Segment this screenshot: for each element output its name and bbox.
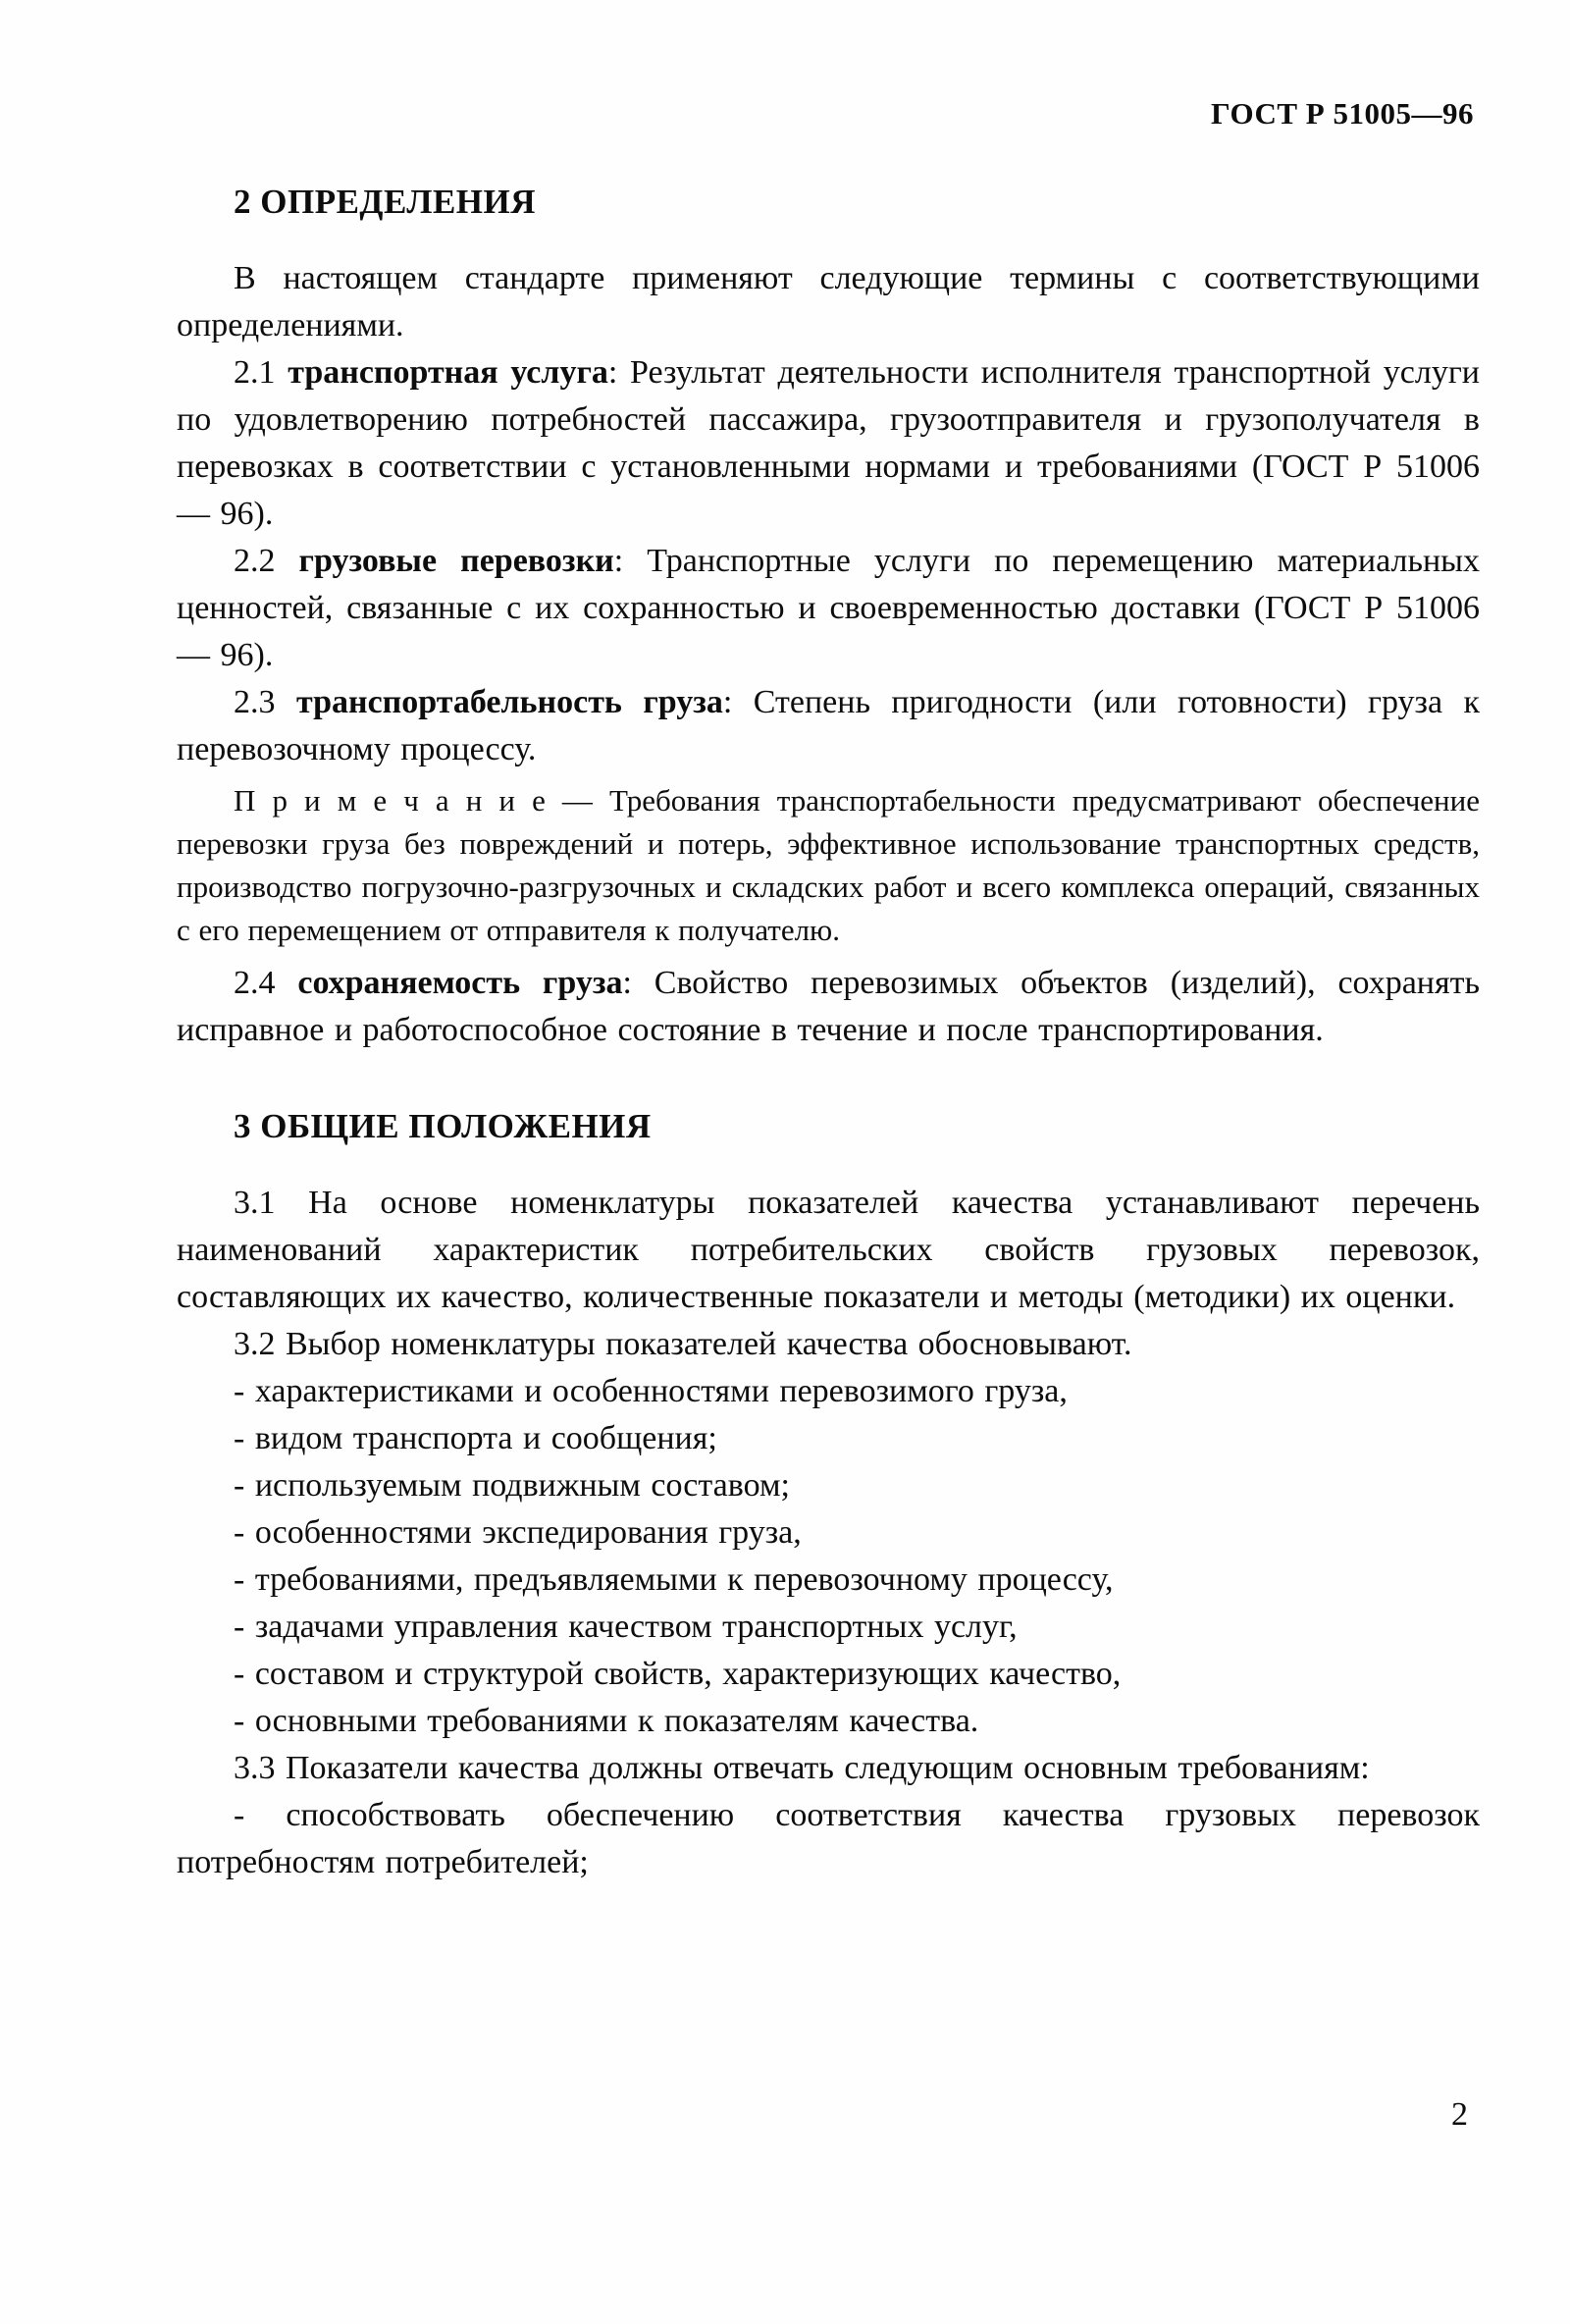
section-2-intro: В настоящем стандарте применяют следующие термины с соответствующими определениями.	[177, 260, 1480, 343]
term-name: транспортная услуга	[288, 354, 608, 391]
note-text: — Требования транспортабельности предусматривают обеспечение перевозки груза без повреждений и потерь, эффективное использование транспортных средств, производство погрузочно-разгрузочных и складских работ и всего комплекса операций, связанных с его перемещением от отправителя к получателю.	[177, 783, 1480, 947]
list-item: - используемым подвижным составом;	[234, 1467, 790, 1504]
section-3-title: 3 ОБЩИЕ ПОЛОЖЕНИЯ	[234, 1107, 652, 1145]
term-definition: : Транспортные услуги по перемещению материальных ценностей, связанные с их сохранностью и своевременностью доставки (ГОСТ Р 51006 — 96).	[177, 543, 1481, 673]
term-paragraph-2-4	[177, 960, 1480, 1054]
page-number: 2	[1451, 2096, 1468, 2133]
section-2-title: 2 ОПРЕДЕЛЕНИЯ	[234, 183, 537, 221]
term-definition: : Степень пригодности (или готовности) груза к перевозочному процессу.	[177, 684, 1481, 767]
list-item: - составом и структурой свойств, характеризующих качество,	[234, 1656, 1122, 1692]
term-paragraph-2-1	[177, 349, 1480, 538]
paragraph-3-3: 3.3 Показатели качества должны отвечать следующим основным требованиям:	[234, 1750, 1370, 1786]
term-paragraph-2-2	[177, 538, 1480, 679]
paragraph-3-2: 3.2 Выбор номенклатуры показателей качества обосновывают.	[234, 1326, 1132, 1362]
term-number: 2.2	[234, 543, 276, 579]
term-number: 2.1	[234, 354, 276, 391]
list-item: - особенностями экспедирования груза,	[234, 1514, 802, 1551]
term-name: грузовые перевозки	[298, 543, 614, 579]
term-definition: : Свойство перевозимых объектов (изделий), сохранять исправное и работоспособное состояние в течение и после транспортирования.	[177, 965, 1480, 1048]
list-item: - характеристиками и особенностями перевозимого груза,	[234, 1373, 1068, 1409]
term-definition: : Результат деятельности исполнителя транспортной услуги по удовлетворению потребностей пассажира, грузоотправителя и грузополучателя в перевозках в соответствии с установленными нормами и требованиями (ГОСТ Р 51006 — 96).	[177, 354, 1480, 532]
list-item: - основными требованиями к показателям качества.	[234, 1703, 979, 1739]
note-paragraph	[177, 779, 1480, 952]
list-item: - способствовать обеспечению соответствия качества грузовых перевозок потребностям потребителей;	[177, 1797, 1480, 1880]
paragraph-3-1: 3.1 На основе номенклатуры показателей качества устанавливают перечень наименований характеристик потребительских свойств грузовых перевозок, составляющих их качество, количественные показатели и методы (методики) их оценки.	[177, 1185, 1480, 1315]
term-paragraph-2-3	[177, 679, 1480, 773]
term-name: транспортабельность груза	[295, 684, 723, 720]
term-number: 2.4	[234, 965, 276, 1001]
note-label: П р и м е ч а н и е	[234, 783, 546, 818]
list-item: - требованиями, предъявляемыми к перевозочному процессу,	[234, 1561, 1114, 1598]
list-item: - видом транспорта и сообщения;	[234, 1420, 717, 1456]
standard-reference: ГОСТ Р 51005—96	[1211, 96, 1474, 131]
term-name: сохраняемость груза	[297, 965, 623, 1001]
term-number: 2.3	[234, 684, 276, 720]
list-item: - задачами управления качеством транспортных услуг,	[234, 1609, 1018, 1645]
